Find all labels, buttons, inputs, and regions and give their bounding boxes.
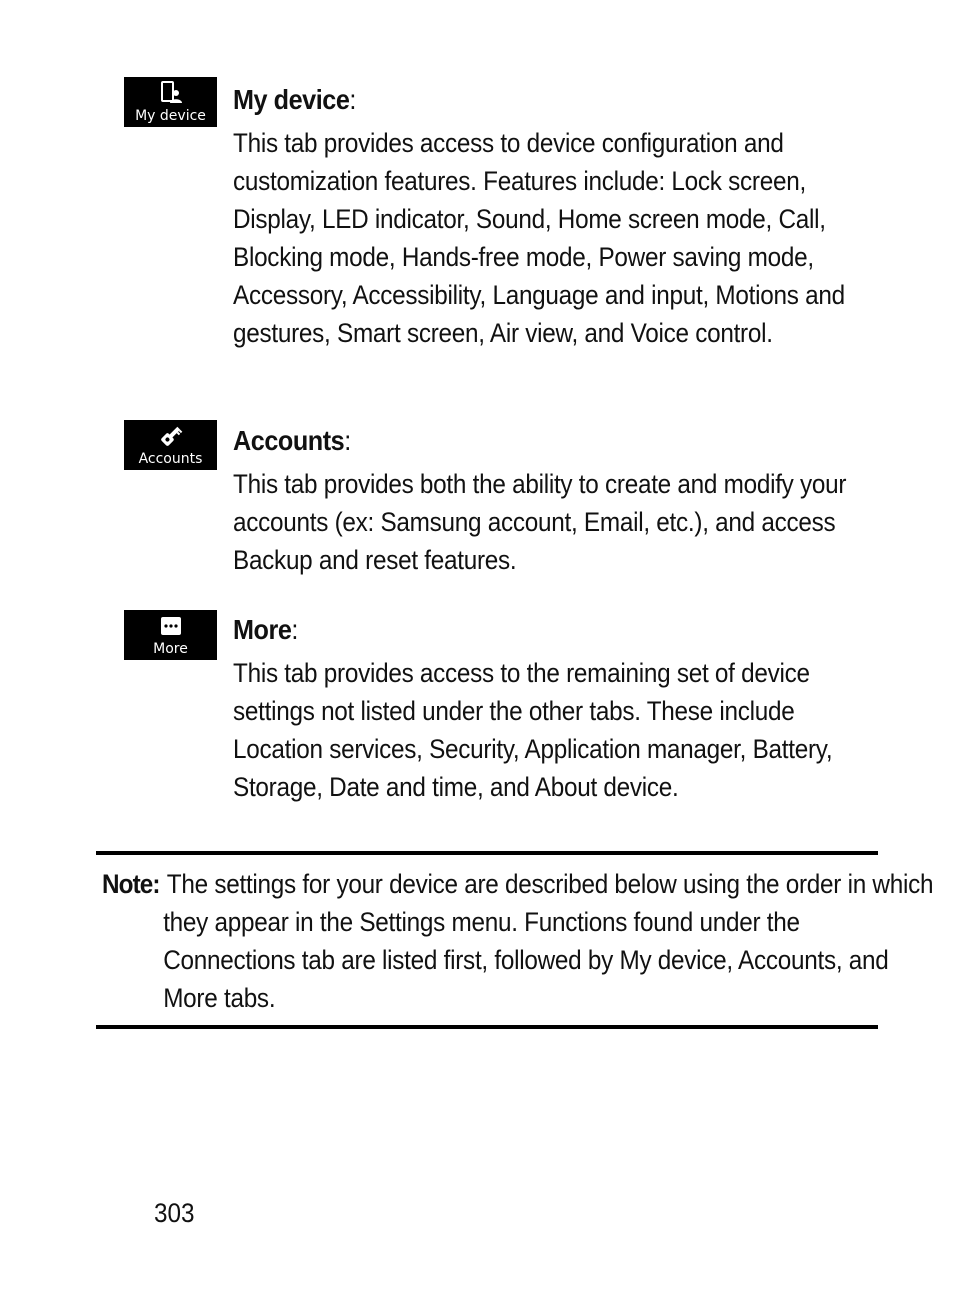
more-title (233, 614, 873, 646)
more-text (233, 614, 873, 806)
my-device-description: This tab provides access to device configuration and customization features. Features include: Lock screen, Display, LED indicator, Sound, Home screen mode, Call, Blocking mode, Hands-free mode, Power saving mode, Accessory, Accessibility, Language and input, Motions and gestures, Smart screen, Air view, and Voice control. (233, 128, 845, 348)
more-title-label: More (233, 614, 292, 645)
key-icon (124, 424, 217, 448)
accounts-tab-icon (124, 420, 217, 470)
my-device-tab-icon (124, 77, 217, 127)
accounts-text (233, 425, 873, 579)
more-dots-icon (124, 614, 217, 638)
note-box (96, 851, 934, 1029)
note-text: The settings for your device are described below using the order in which they appear in the Settings menu. Functions found under the Connections tab are listed first, followed by My device, Accounts, and More tabs. (163, 869, 934, 1013)
my-device-icon (124, 81, 217, 105)
more-description: This tab provides access to the remaining set of device settings not listed under the other tabs. These include Location services, Security, Application manager, Battery, Storage, Date and time, and About device. (233, 658, 833, 802)
my-device-title-label: My device (233, 84, 350, 115)
my-device-title-colon: : (349, 84, 356, 115)
accounts-icon-label: Accounts (138, 451, 203, 467)
page-number: 303 (154, 1198, 195, 1228)
my-device-title (233, 84, 873, 116)
more-tab-icon (124, 610, 217, 660)
more-title-colon: : (291, 614, 298, 645)
my-device-text (233, 84, 873, 352)
my-device-icon-label: My device (135, 108, 206, 124)
accounts-title (233, 425, 873, 457)
accounts-description: This tab provides both the ability to create and modify your accounts (ex: Samsung account, Email, etc.), and access Backup and reset features. (233, 469, 847, 575)
accounts-title-label: Accounts (233, 425, 345, 456)
note-label: Note: (102, 869, 160, 899)
accounts-title-colon: : (344, 425, 351, 456)
note-paragraph (102, 865, 937, 1017)
more-icon-label: More (153, 641, 188, 657)
